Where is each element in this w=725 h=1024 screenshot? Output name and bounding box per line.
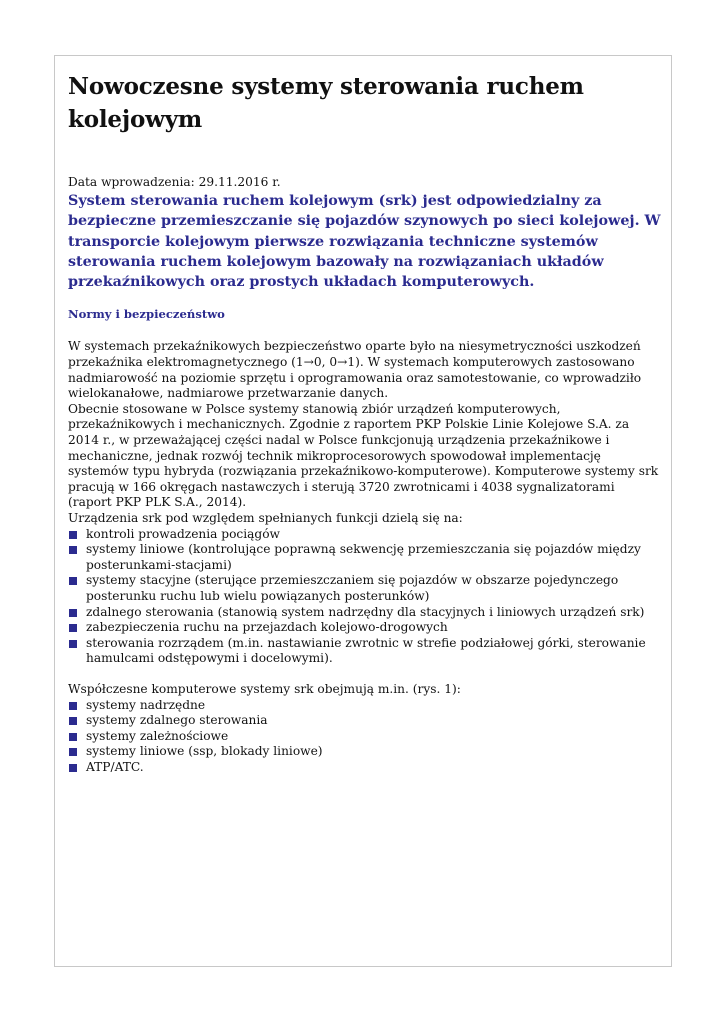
publish-date: Data wprowadzenia: 29.11.2016 r. (68, 175, 281, 189)
square-bullet-icon (69, 609, 77, 617)
list-item-text: systemy zależnościowe (86, 728, 229, 743)
list-item (68, 542, 662, 573)
paragraph: Współczesne komputerowe systemy srk obejmują m.in. (rys. 1): (68, 681, 461, 696)
list-item-text: systemy liniowe (ssp, blokady liniowe) (86, 744, 323, 759)
square-bullet-icon (69, 717, 77, 725)
list-item-text: systemy stacyjne (sterujące przemieszczaniem się pojazdów w obszarze pojedynczego posterunku ruchu lub wielu powiązanych posterunków) (86, 573, 619, 603)
square-bullet-icon (69, 764, 77, 772)
paragraph: Urządzenia srk pod względem spełnianych funkcji dzielą się na: (68, 511, 463, 526)
document-page (54, 55, 672, 967)
square-bullet-icon (69, 748, 77, 756)
list-item (68, 573, 662, 604)
list-item (68, 605, 662, 621)
systems-list (68, 698, 662, 776)
functions-list (68, 527, 662, 667)
article-title: Nowoczesne systemy sterowania ruchem kolejowym (68, 73, 584, 133)
list-item-text: zdalnego sterowania (stanowią system nadrzędny dla stacyjnych i liniowych urządzeń srk) (86, 604, 645, 619)
section-heading: Normy i bezpieczeństwo (68, 307, 225, 322)
list-item (68, 729, 662, 745)
square-bullet-icon (69, 624, 77, 632)
list-item (68, 620, 662, 636)
list-item-text: ATP/ATC. (86, 759, 144, 774)
list-item-text: systemy nadrzędne (86, 697, 206, 712)
list-item (68, 636, 662, 667)
list-item (68, 527, 662, 543)
square-bullet-icon (69, 531, 77, 539)
list-item-text: zabezpieczenia ruchu na przejazdach kolejowo-drogowych (86, 620, 448, 635)
square-bullet-icon (69, 577, 77, 585)
paragraph: W systemach przekaźnikowych bezpieczeństwo oparte było na niesymetryczności uszkodzeń przekaźnika elektromagnetycznego (1→0, 0→1). W systemach komputerowych zastosowano nadmiarowość na poziomie sprzętu i oprogramowania oraz samotestowanie, co wprowadziło wielokanałowe, nadmiarowe przetwarzanie danych. (68, 339, 642, 401)
square-bullet-icon (69, 702, 77, 710)
list-item (68, 713, 662, 729)
list-item (68, 760, 662, 776)
list-item (68, 744, 662, 760)
article-content (68, 70, 662, 776)
paragraph: Obecnie stosowane w Polsce systemy stanowią zbiór urządzeń komputerowych, przekaźnikowych i mechanicznych. Zgodnie z raportem PKP Polskie Linie Kolejowe S.A. za 2014 r., w przeważającej części nadal w Polsce funkcjonują urządzenia przekaźnikowe i mechaniczne, jednak rozwój technik mikroprocesorowych spowodował implementację systemów typu hybryda (rozwiązania przekaźnikowo-komputerowe). Komputerowe systemy srk pracują w 166 okręgach nastawczych i sterują 3720 zwrotnicami i 4038 sygnalizatorami (raport PKP PLK S.A., 2014). (68, 401, 659, 510)
list-item-text: kontroli prowadzenia pociągów (86, 526, 280, 541)
list-item (68, 698, 662, 714)
article-lead: System sterowania ruchem kolejowym (srk) jest odpowiedzialny za bezpieczne przemieszczanie się pojazdów szynowych po sieci kolejowej. W transporcie kolejowym pierwsze rozwiązania techniczne systemów sterowania ruchem kolejowym bazowały na rozwiązaniach układów przekaźnikowych oraz prostych układach komputerowych. (68, 193, 661, 291)
square-bullet-icon (69, 546, 77, 554)
list-item-text: systemy zdalnego sterowania (86, 713, 268, 728)
list-item-text: sterowania rozrządem (m.in. nastawianie zwrotnic w strefie podziałowej górki, sterowanie hamulcami odstępowymi i docelowymi). (86, 635, 646, 666)
square-bullet-icon (69, 640, 77, 648)
square-bullet-icon (69, 733, 77, 741)
list-item-text: systemy liniowe (kontrolujące poprawną sekwencję przemieszczania się pojazdów między posterunkami-stacjami) (86, 542, 641, 572)
